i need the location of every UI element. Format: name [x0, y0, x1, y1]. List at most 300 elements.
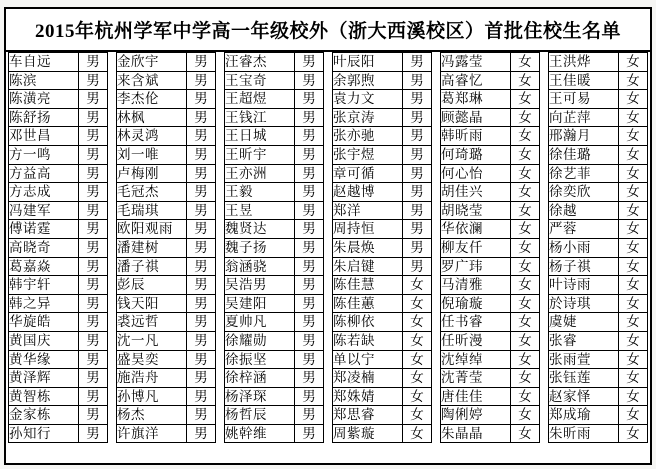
- table-row: [9, 90, 108, 109]
- student-name-cell: 刘一唯: [117, 145, 187, 164]
- table-row: [333, 257, 432, 276]
- table-row: [117, 294, 216, 313]
- student-gender-cell: 男: [295, 424, 324, 443]
- student-gender-cell: 女: [619, 127, 648, 146]
- student-gender-cell: 男: [187, 127, 216, 146]
- student-name-cell: 徐耀勋: [225, 331, 295, 350]
- student-gender-cell: 女: [403, 350, 432, 369]
- table-row: [441, 201, 540, 220]
- student-gender-cell: 男: [79, 90, 108, 109]
- student-name-cell: 何心怡: [441, 164, 511, 183]
- student-gender-cell: 男: [187, 424, 216, 443]
- student-gender-cell: 女: [511, 164, 540, 183]
- student-name-cell: 傅诺霆: [9, 220, 79, 239]
- student-gender-cell: 男: [295, 313, 324, 332]
- table-row: [117, 387, 216, 406]
- student-gender-cell: 女: [619, 406, 648, 425]
- student-gender-cell: 女: [619, 201, 648, 220]
- student-gender-cell: 男: [295, 220, 324, 239]
- student-gender-cell: 女: [511, 201, 540, 220]
- table-row: [441, 183, 540, 202]
- student-name-cell: 严蓉: [549, 220, 619, 239]
- student-gender-cell: 男: [187, 164, 216, 183]
- student-gender-cell: 男: [403, 53, 432, 72]
- table-row: [333, 145, 432, 164]
- table-row: [9, 220, 108, 239]
- student-gender-cell: 女: [511, 145, 540, 164]
- student-gender-cell: 男: [79, 257, 108, 276]
- table-row: [441, 313, 540, 332]
- student-gender-cell: 男: [403, 145, 432, 164]
- table-row: [117, 257, 216, 276]
- student-name-cell: 朱昕雨: [549, 424, 619, 443]
- student-gender-cell: 男: [187, 238, 216, 257]
- student-name-cell: 徐佳璐: [549, 145, 619, 164]
- table-row: [549, 294, 648, 313]
- student-name-cell: 方志成: [9, 183, 79, 202]
- student-gender-cell: 男: [79, 108, 108, 127]
- student-gender-cell: 女: [511, 313, 540, 332]
- student-name-cell: 潘子祺: [117, 257, 187, 276]
- table-row: [117, 108, 216, 127]
- student-gender-cell: 男: [295, 145, 324, 164]
- table-row: [549, 201, 648, 220]
- student-name-cell: 韩之异: [9, 294, 79, 313]
- table-row: [549, 276, 648, 295]
- student-gender-cell: 女: [511, 294, 540, 313]
- student-gender-cell: 女: [511, 387, 540, 406]
- student-name-cell: 郑凌楠: [333, 369, 403, 388]
- student-name-cell: 王洪烨: [549, 53, 619, 72]
- student-name-cell: 赵越博: [333, 183, 403, 202]
- table-row: [441, 350, 540, 369]
- student-gender-cell: 男: [403, 183, 432, 202]
- table-row: [117, 220, 216, 239]
- student-gender-cell: 男: [79, 294, 108, 313]
- table-row: [441, 276, 540, 295]
- student-gender-cell: 女: [511, 331, 540, 350]
- student-name-cell: 王日城: [225, 127, 295, 146]
- table-row: [117, 164, 216, 183]
- student-name-cell: 叶辰阳: [333, 53, 403, 72]
- student-name-cell: 陈佳蕙: [333, 294, 403, 313]
- student-name-cell: 王昱: [225, 201, 295, 220]
- student-gender-cell: 男: [295, 350, 324, 369]
- student-gender-cell: 男: [295, 183, 324, 202]
- table-row: [9, 387, 108, 406]
- student-name-cell: 徐艺菲: [549, 164, 619, 183]
- table-row: [549, 183, 648, 202]
- table-row: [549, 71, 648, 90]
- table-row: [333, 108, 432, 127]
- student-gender-cell: 女: [619, 90, 648, 109]
- student-gender-cell: 男: [79, 53, 108, 72]
- student-name-cell: 方一鸣: [9, 145, 79, 164]
- student-name-cell: 朱启键: [333, 257, 403, 276]
- student-name-cell: 彭辰: [117, 276, 187, 295]
- student-gender-cell: 女: [619, 294, 648, 313]
- table-row: [441, 145, 540, 164]
- table-row: [441, 238, 540, 257]
- student-gender-cell: 男: [187, 71, 216, 90]
- table-row: [9, 164, 108, 183]
- table-row: [333, 90, 432, 109]
- table-row: [9, 313, 108, 332]
- student-gender-cell: 女: [511, 220, 540, 239]
- table-row: [441, 406, 540, 425]
- student-name-cell: 单以宁: [333, 350, 403, 369]
- table-row: [117, 350, 216, 369]
- student-gender-cell: 男: [187, 90, 216, 109]
- student-gender-cell: 男: [79, 127, 108, 146]
- roster-sheet: [4, 7, 652, 465]
- student-name-cell: 高晓奇: [9, 238, 79, 257]
- student-name-cell: 陈潢亮: [9, 90, 79, 109]
- student-gender-cell: 男: [295, 276, 324, 295]
- table-row: [225, 276, 324, 295]
- table-row: [333, 53, 432, 72]
- table-row: [9, 257, 108, 276]
- student-gender-cell: 男: [295, 90, 324, 109]
- student-name-cell: 葛郑琳: [441, 90, 511, 109]
- table-row: [549, 127, 648, 146]
- student-name-cell: 罗广玮: [441, 257, 511, 276]
- table-row: [117, 276, 216, 295]
- table-row: [225, 294, 324, 313]
- table-row: [9, 71, 108, 90]
- table-row: [225, 369, 324, 388]
- student-gender-cell: 女: [619, 387, 648, 406]
- student-name-cell: 翁涵骁: [225, 257, 295, 276]
- student-gender-cell: 男: [403, 71, 432, 90]
- student-name-cell: 裘远哲: [117, 313, 187, 332]
- student-name-cell: 顾懿晶: [441, 108, 511, 127]
- table-row: [333, 183, 432, 202]
- table-row: [333, 350, 432, 369]
- table-row: [117, 406, 216, 425]
- table-row: [225, 108, 324, 127]
- student-gender-cell: 男: [295, 257, 324, 276]
- student-gender-cell: 男: [79, 238, 108, 257]
- student-name-cell: 任昕漫: [441, 331, 511, 350]
- student-name-cell: 吴建阳: [225, 294, 295, 313]
- student-name-cell: 韩宇轩: [9, 276, 79, 295]
- student-name-cell: 黄泽辉: [9, 369, 79, 388]
- table-row: [117, 201, 216, 220]
- student-gender-cell: 女: [511, 350, 540, 369]
- roster-block: [8, 52, 108, 443]
- table-row: [117, 331, 216, 350]
- student-gender-cell: 女: [619, 71, 648, 90]
- student-name-cell: 金家栋: [9, 406, 79, 425]
- student-name-cell: 陈佳慧: [333, 276, 403, 295]
- student-name-cell: 张雨萱: [549, 350, 619, 369]
- student-name-cell: 徐梓涵: [225, 369, 295, 388]
- table-row: [549, 369, 648, 388]
- student-gender-cell: 男: [187, 331, 216, 350]
- student-gender-cell: 男: [295, 238, 324, 257]
- student-gender-cell: 女: [511, 53, 540, 72]
- table-row: [549, 257, 648, 276]
- student-name-cell: 周持恒: [333, 220, 403, 239]
- table-row: [225, 424, 324, 443]
- table-row: [225, 90, 324, 109]
- student-gender-cell: 男: [187, 53, 216, 72]
- table-row: [117, 90, 216, 109]
- table-row: [441, 90, 540, 109]
- table-row: [549, 145, 648, 164]
- student-gender-cell: 男: [403, 90, 432, 109]
- table-row: [549, 164, 648, 183]
- table-row: [9, 276, 108, 295]
- student-name-cell: 来含斌: [117, 71, 187, 90]
- student-name-cell: 杨小雨: [549, 238, 619, 257]
- student-gender-cell: 男: [295, 53, 324, 72]
- student-name-cell: 魏贤达: [225, 220, 295, 239]
- student-name-cell: 王亦洲: [225, 164, 295, 183]
- student-gender-cell: 男: [403, 127, 432, 146]
- roster-block: [224, 52, 324, 443]
- table-row: [117, 424, 216, 443]
- table-row: [441, 71, 540, 90]
- student-gender-cell: 男: [295, 331, 324, 350]
- student-name-cell: 潘建树: [117, 238, 187, 257]
- student-gender-cell: 男: [187, 350, 216, 369]
- student-gender-cell: 男: [295, 127, 324, 146]
- student-name-cell: 金欣宇: [117, 53, 187, 72]
- table-row: [549, 220, 648, 239]
- student-name-cell: 袁力文: [333, 90, 403, 109]
- student-gender-cell: 女: [619, 350, 648, 369]
- table-row: [9, 350, 108, 369]
- table-row: [225, 238, 324, 257]
- student-name-cell: 马清雅: [441, 276, 511, 295]
- student-gender-cell: 女: [619, 164, 648, 183]
- table-row: [117, 313, 216, 332]
- student-name-cell: 周紫璇: [333, 424, 403, 443]
- student-name-cell: 王宝奇: [225, 71, 295, 90]
- table-row: [441, 53, 540, 72]
- student-name-cell: 汪睿杰: [225, 53, 295, 72]
- student-name-cell: 韩昕雨: [441, 127, 511, 146]
- student-name-cell: 张宇煜: [333, 145, 403, 164]
- table-row: [9, 331, 108, 350]
- student-name-cell: 方益高: [9, 164, 79, 183]
- student-gender-cell: 男: [403, 201, 432, 220]
- table-row: [117, 53, 216, 72]
- table-row: [333, 369, 432, 388]
- student-gender-cell: 女: [619, 257, 648, 276]
- student-gender-cell: 男: [403, 108, 432, 127]
- page-title: 2015年杭州学军中学高一年级校外（浙大西溪校区）首批住校生名单: [34, 21, 621, 42]
- student-name-cell: 李杰伦: [117, 90, 187, 109]
- student-gender-cell: 女: [403, 331, 432, 350]
- student-gender-cell: 男: [79, 220, 108, 239]
- student-name-cell: 王佳暖: [549, 71, 619, 90]
- student-name-cell: 王超煜: [225, 90, 295, 109]
- student-gender-cell: 女: [511, 71, 540, 90]
- table-row: [333, 313, 432, 332]
- table-row: [9, 294, 108, 313]
- table-row: [9, 201, 108, 220]
- table-row: [441, 220, 540, 239]
- student-gender-cell: 男: [79, 71, 108, 90]
- student-name-cell: 卢梅刚: [117, 164, 187, 183]
- student-name-cell: 盛昊奕: [117, 350, 187, 369]
- title-row: [6, 9, 650, 52]
- table-row: [9, 127, 108, 146]
- student-name-cell: 王钱江: [225, 108, 295, 127]
- student-name-cell: 朱晨焕: [333, 238, 403, 257]
- table-row: [117, 145, 216, 164]
- table-row: [549, 406, 648, 425]
- table-row: [225, 350, 324, 369]
- student-name-cell: 柳友仟: [441, 238, 511, 257]
- table-row: [333, 331, 432, 350]
- student-name-cell: 陈滨: [9, 71, 79, 90]
- table-row: [117, 369, 216, 388]
- student-name-cell: 张钰莲: [549, 369, 619, 388]
- table-row: [225, 406, 324, 425]
- student-name-cell: 华依澜: [441, 220, 511, 239]
- student-name-cell: 陈若缺: [333, 331, 403, 350]
- student-name-cell: 张亦驰: [333, 127, 403, 146]
- student-name-cell: 沈一凡: [117, 331, 187, 350]
- table-row: [225, 313, 324, 332]
- table-row: [225, 387, 324, 406]
- student-name-cell: 施浩舟: [117, 369, 187, 388]
- table-row: [225, 164, 324, 183]
- table-row: [117, 183, 216, 202]
- student-name-cell: 朱晶晶: [441, 424, 511, 443]
- student-gender-cell: 男: [79, 276, 108, 295]
- student-gender-cell: 男: [187, 276, 216, 295]
- table-row: [441, 331, 540, 350]
- student-gender-cell: 女: [511, 183, 540, 202]
- student-gender-cell: 女: [403, 313, 432, 332]
- table-row: [549, 238, 648, 257]
- student-name-cell: 章可循: [333, 164, 403, 183]
- student-gender-cell: 男: [79, 183, 108, 202]
- table-row: [333, 220, 432, 239]
- student-name-cell: 陈柳依: [333, 313, 403, 332]
- table-row: [333, 294, 432, 313]
- student-name-cell: 林枫: [117, 108, 187, 127]
- student-gender-cell: 女: [511, 369, 540, 388]
- table-row: [117, 71, 216, 90]
- student-name-cell: 杨子祺: [549, 257, 619, 276]
- table-row: [117, 238, 216, 257]
- student-gender-cell: 男: [79, 201, 108, 220]
- student-gender-cell: 女: [619, 276, 648, 295]
- student-gender-cell: 男: [295, 294, 324, 313]
- student-gender-cell: 男: [295, 387, 324, 406]
- student-name-cell: 何琦璐: [441, 145, 511, 164]
- student-gender-cell: 男: [187, 145, 216, 164]
- student-gender-cell: 男: [403, 238, 432, 257]
- student-name-cell: 沈绰绰: [441, 350, 511, 369]
- student-gender-cell: 男: [295, 71, 324, 90]
- table-row: [225, 220, 324, 239]
- student-gender-cell: 男: [295, 406, 324, 425]
- student-gender-cell: 男: [187, 183, 216, 202]
- table-row: [225, 145, 324, 164]
- student-name-cell: 邓世昌: [9, 127, 79, 146]
- student-name-cell: 杨泽琛: [225, 387, 295, 406]
- student-gender-cell: 女: [619, 331, 648, 350]
- table-row: [9, 424, 108, 443]
- table-row: [441, 127, 540, 146]
- student-gender-cell: 女: [511, 424, 540, 443]
- student-gender-cell: 男: [187, 387, 216, 406]
- student-name-cell: 许旗洋: [117, 424, 187, 443]
- student-gender-cell: 男: [187, 220, 216, 239]
- table-row: [441, 369, 540, 388]
- student-name-cell: 叶诗雨: [549, 276, 619, 295]
- student-name-cell: 郑思睿: [333, 406, 403, 425]
- table-row: [549, 108, 648, 127]
- student-gender-cell: 男: [187, 406, 216, 425]
- student-name-cell: 王毅: [225, 183, 295, 202]
- table-row: [549, 350, 648, 369]
- table-row: [333, 424, 432, 443]
- table-row: [549, 331, 648, 350]
- table-row: [9, 238, 108, 257]
- student-name-cell: 向芷萍: [549, 108, 619, 127]
- student-name-cell: 华旋皓: [9, 313, 79, 332]
- table-row: [549, 53, 648, 72]
- student-gender-cell: 女: [619, 424, 648, 443]
- table-row: [441, 294, 540, 313]
- student-name-cell: 高睿忆: [441, 71, 511, 90]
- table-row: [9, 369, 108, 388]
- roster-block: [332, 52, 432, 443]
- student-name-cell: 黄华缘: [9, 350, 79, 369]
- student-name-cell: 胡晓莹: [441, 201, 511, 220]
- student-name-cell: 沈菁莹: [441, 369, 511, 388]
- student-name-cell: 郑成瑜: [549, 406, 619, 425]
- student-name-cell: 张京涛: [333, 108, 403, 127]
- student-name-cell: 王可易: [549, 90, 619, 109]
- student-gender-cell: 女: [403, 387, 432, 406]
- student-gender-cell: 女: [511, 90, 540, 109]
- student-name-cell: 徐振坚: [225, 350, 295, 369]
- table-row: [441, 257, 540, 276]
- student-name-cell: 邢瀚月: [549, 127, 619, 146]
- student-gender-cell: 女: [511, 257, 540, 276]
- student-name-cell: 冯建军: [9, 201, 79, 220]
- student-gender-cell: 男: [79, 350, 108, 369]
- student-gender-cell: 男: [187, 201, 216, 220]
- student-name-cell: 徐奕欣: [549, 183, 619, 202]
- student-gender-cell: 男: [295, 201, 324, 220]
- student-name-cell: 林灵鸿: [117, 127, 187, 146]
- student-gender-cell: 女: [511, 406, 540, 425]
- roster-block: [440, 52, 540, 443]
- student-gender-cell: 女: [619, 313, 648, 332]
- table-row: [225, 71, 324, 90]
- student-gender-cell: 女: [619, 238, 648, 257]
- table-row: [333, 406, 432, 425]
- table-row: [225, 183, 324, 202]
- roster-block: [116, 52, 216, 443]
- student-name-cell: 钱天阳: [117, 294, 187, 313]
- student-name-cell: 魏子扬: [225, 238, 295, 257]
- table-row: [333, 276, 432, 295]
- student-name-cell: 黄国庆: [9, 331, 79, 350]
- student-gender-cell: 男: [295, 108, 324, 127]
- student-name-cell: 杨哲辰: [225, 406, 295, 425]
